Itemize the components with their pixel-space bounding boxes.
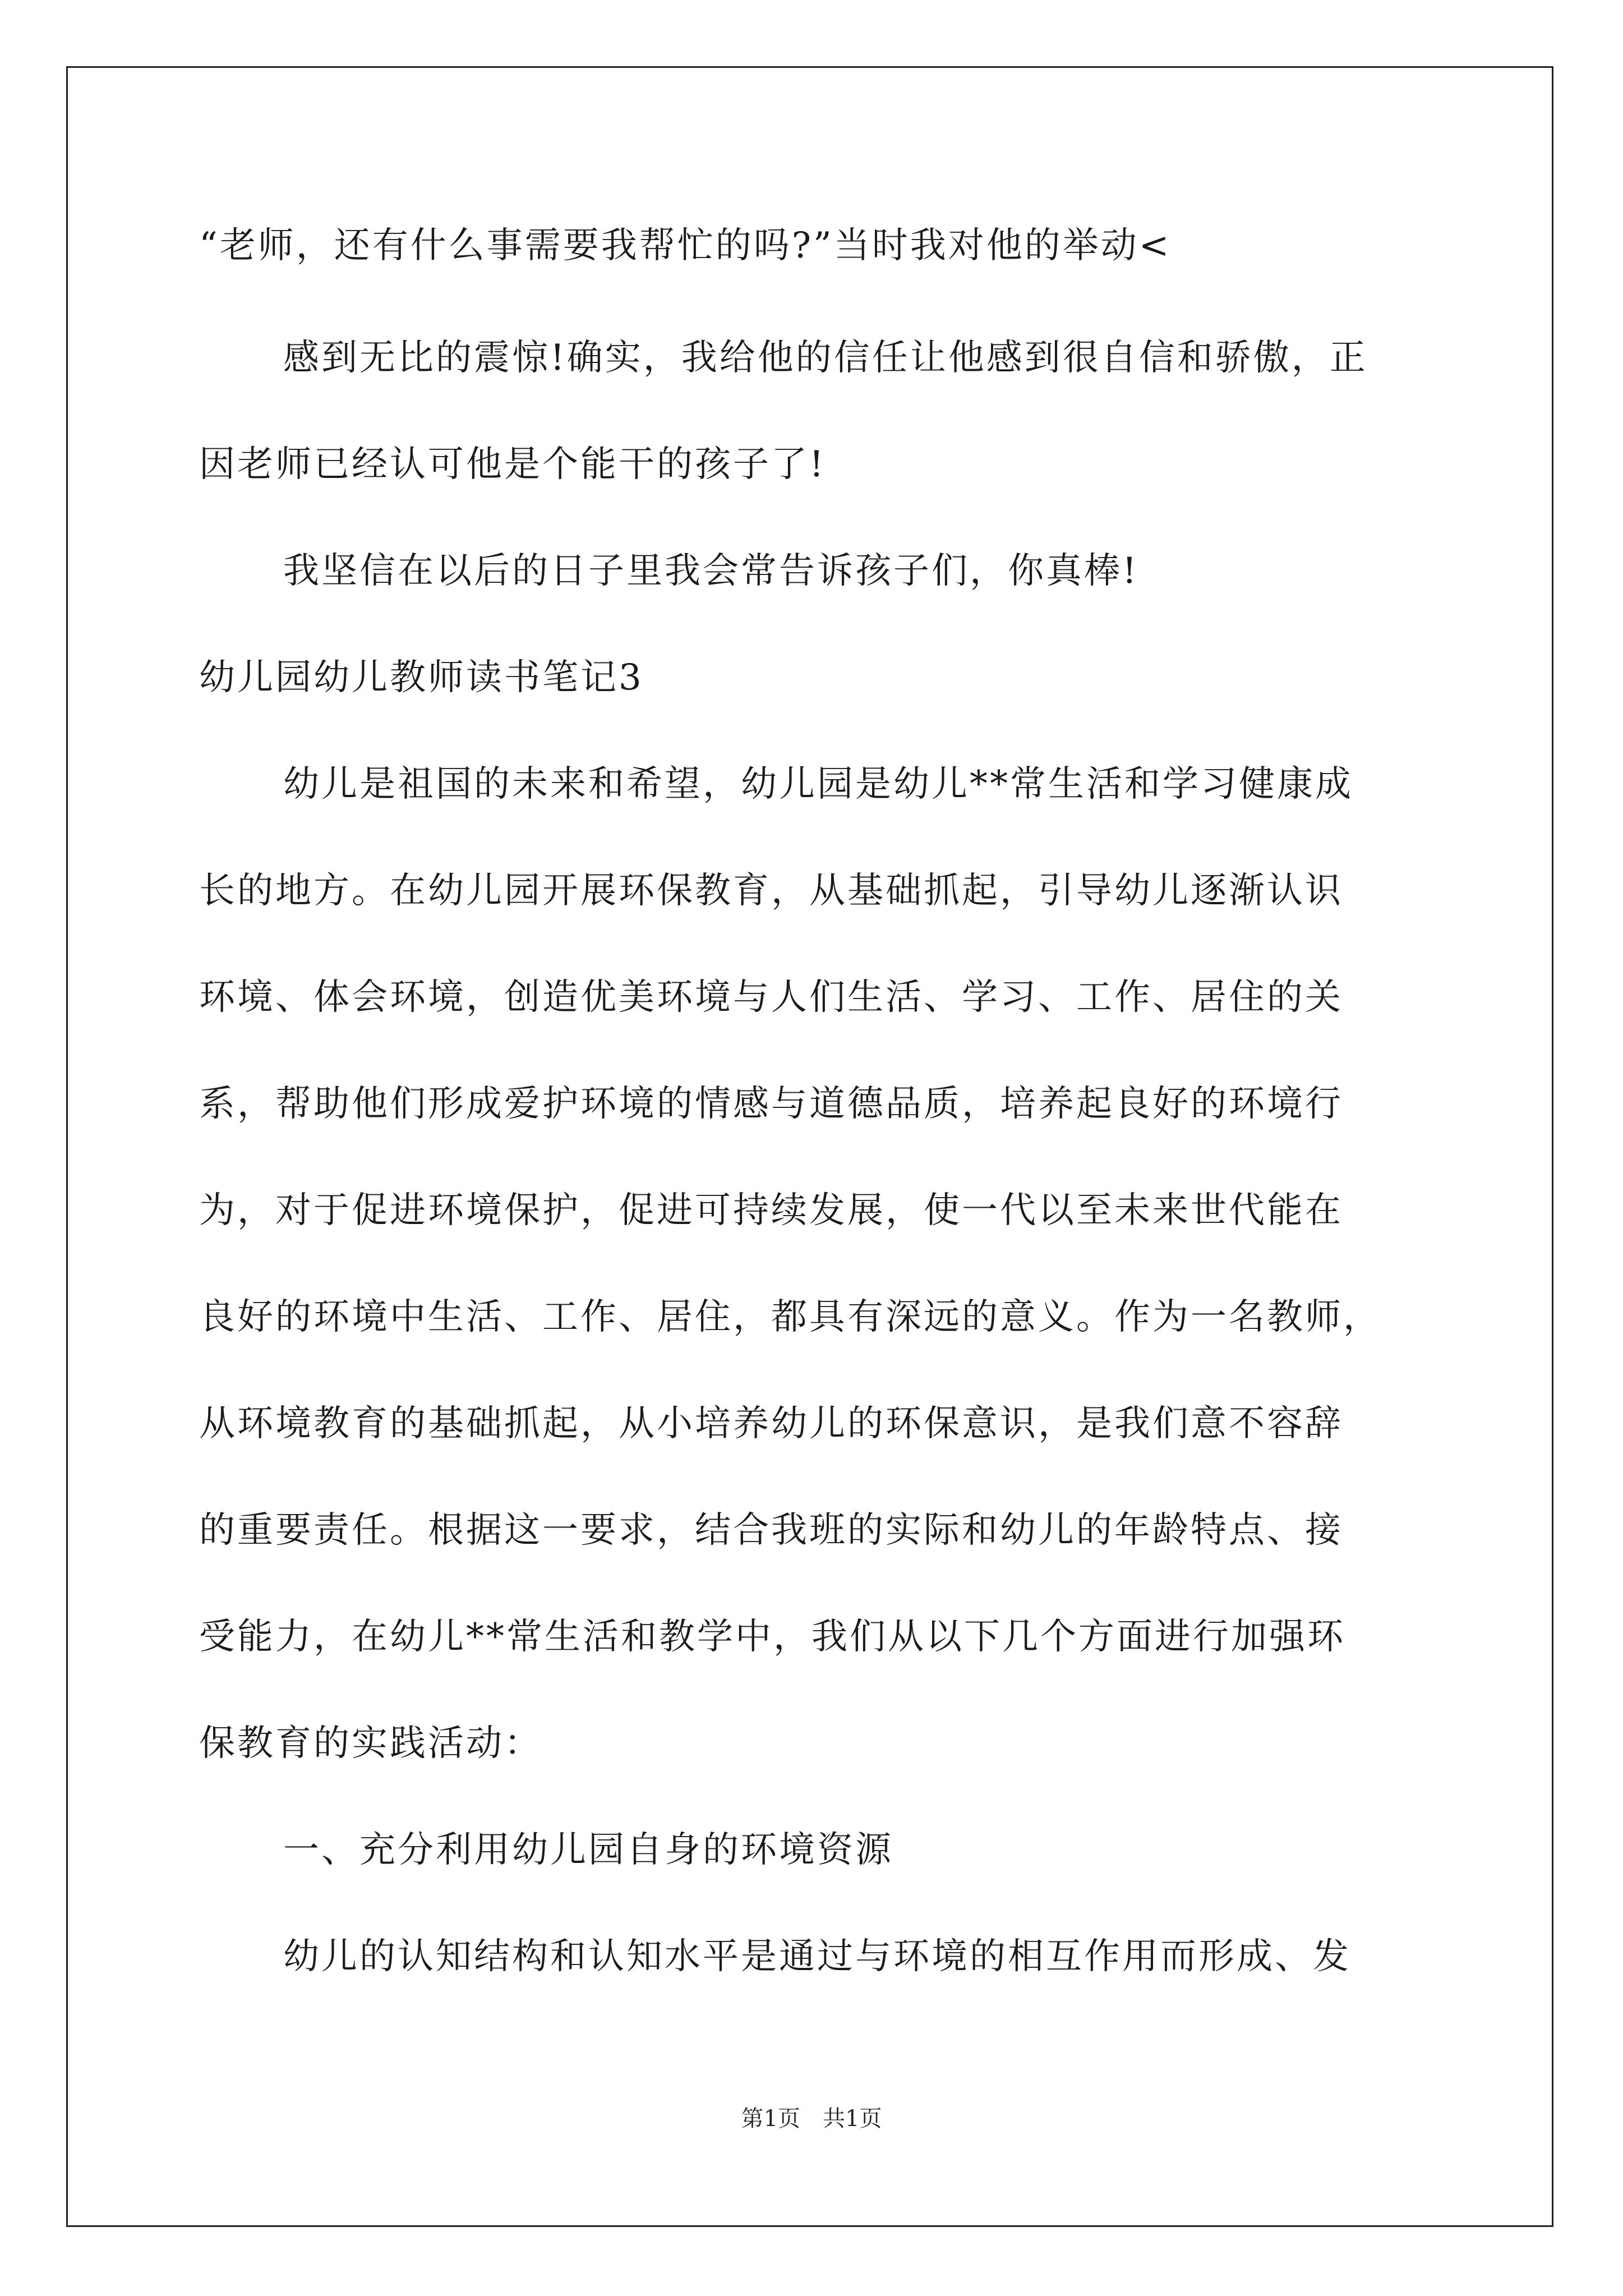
subsection-heading: 一、充分利用幼儿园自身的环境资源 — [283, 1829, 893, 1871]
text-line: 保教育的实践活动： — [199, 1723, 542, 1764]
text-line: 感到无比的震惊!确实，我给他的信任让他感到很自信和骄傲，正 — [283, 337, 1368, 379]
text-line: 的重要责任。根据这一要求，结合我班的实际和幼儿的年龄特点、接 — [199, 1510, 1343, 1551]
text-line: 良好的环境中生活、工作、居住，都具有深远的意义。作为一名教师， — [199, 1296, 1381, 1338]
page-number-footer: 第1页 共1页 — [741, 2106, 882, 2132]
text-line: “老师，还有什么事需要我帮忙的吗?”当时我对他的举动< — [199, 225, 1172, 266]
text-line: 从环境教育的基础抓起，从小培养幼儿的环保意识，是我们意不容辞 — [199, 1403, 1343, 1444]
text-line: 我坚信在以后的日子里我会常告诉孩子们，你真棒! — [283, 550, 1139, 592]
text-line: 环境、体会环境，创造优美环境与人们生活、学习、工作、居住的关 — [199, 977, 1343, 1018]
text-line: 长的地方。在幼儿园开展环保教育，从基础抓起，引导幼儿逐渐认识 — [199, 870, 1343, 912]
section-heading: 幼儿园幼儿教师读书笔记3 — [199, 657, 644, 698]
text-line: 因老师已经认可他是个能干的孩子了! — [199, 444, 826, 485]
text-line: 受能力，在幼儿**常生活和教学中，我们从以下几个方面进行加强环 — [199, 1616, 1345, 1658]
text-line: 系，帮助他们形成爱护环境的情感与道德品质，培养起良好的环境行 — [199, 1083, 1343, 1125]
text-line: 为，对于促进环境保护，促进可持续发展，使一代以至未来世代能在 — [199, 1190, 1343, 1231]
text-line: 幼儿是祖国的未来和希望，幼儿园是幼儿**常生活和学习健康成 — [283, 763, 1353, 805]
text-line: 幼儿的认知结构和认知水平是通过与环境的相互作用而形成、发 — [283, 1936, 1351, 1977]
page-border — [66, 66, 1553, 2227]
